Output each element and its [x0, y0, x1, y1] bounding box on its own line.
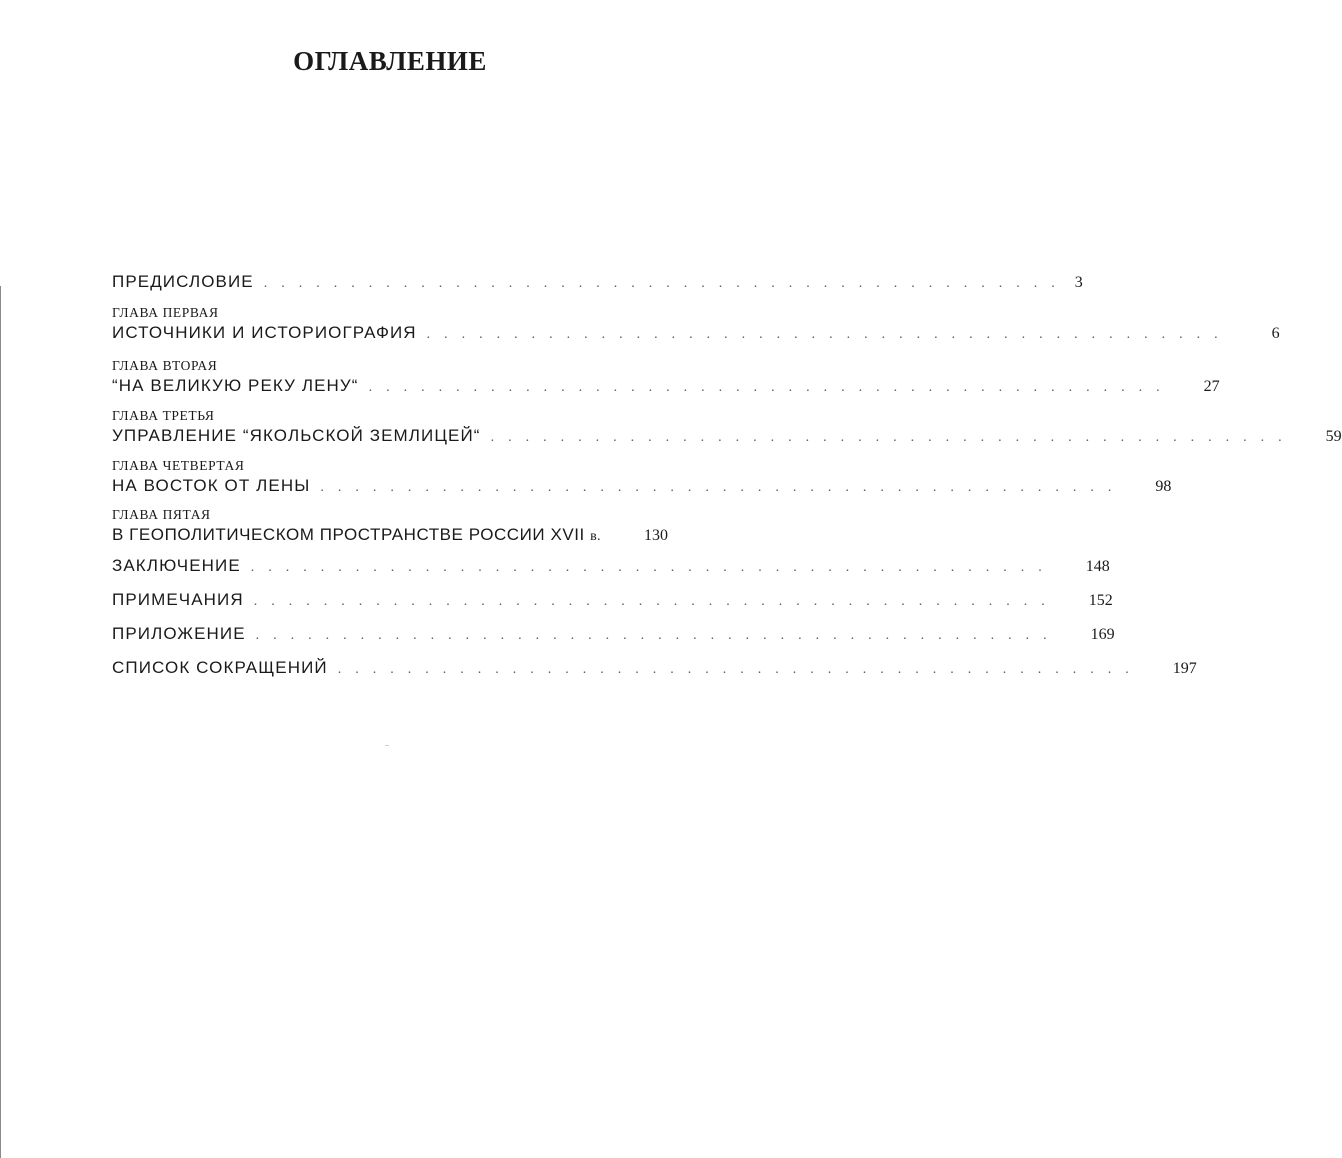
toc-entry-title: СПИСОК СОКРАЩЕНИЙ: [112, 658, 328, 677]
toc-entry-title: В ГЕОПОЛИТИЧЕСКОМ ПРОСТРАНСТВЕ РОССИИ XVII в.: [112, 525, 601, 544]
toc-entry-conclusion[interactable]: [112, 556, 1110, 580]
toc-entry-title: УПРАВЛЕНИЕ “ЯКОЛЬСКОЙ ЗЕМЛИЦЕЙ“: [112, 426, 481, 445]
toc-entry-title: “НА ВЕЛИКУЮ РЕКУ ЛЕНУ“: [112, 376, 359, 395]
toc-entry-chapter-2[interactable]: [112, 355, 1220, 400]
dot-leader: ..............................................: [320, 480, 1126, 495]
dot-leader: ..............................................: [255, 628, 1061, 643]
page-title: ОГЛАВЛЕНИЕ: [293, 46, 487, 76]
toc-entry-chapter-3[interactable]: [112, 405, 1342, 450]
dot-leader: ..............................................: [253, 594, 1059, 609]
toc-page-number: 169: [1090, 626, 1115, 643]
toc-entry-abbreviations[interactable]: [112, 658, 1197, 682]
toc-entry-title-suffix: в.: [590, 529, 601, 544]
toc-chapter-label: ГЛАВА ПЯТАЯ: [112, 507, 211, 522]
toc-page-number: 59: [1325, 428, 1342, 445]
toc-page-number: 3: [1074, 274, 1083, 291]
page-edge-line: [0, 286, 1, 1158]
toc-page-number: 27: [1203, 378, 1220, 395]
toc-page-number: 148: [1085, 558, 1110, 575]
toc-page-number: 197: [1172, 660, 1197, 677]
toc-page-number: 98: [1155, 478, 1172, 495]
toc-page-number: 6: [1271, 325, 1280, 342]
scan-mark: [385, 745, 389, 746]
toc-chapter-label: ГЛАВА ТРЕТЬЯ: [112, 408, 215, 423]
toc-entry-preface[interactable]: [112, 272, 1083, 296]
toc-chapter-label: ГЛАВА ЧЕТВЕРТАЯ: [112, 458, 245, 473]
toc-entry-notes[interactable]: [112, 590, 1113, 614]
toc-chapter-label: ГЛАВА ПЕРВАЯ: [112, 305, 219, 320]
toc-chapter-label: ГЛАВА ВТОРАЯ: [112, 358, 218, 373]
dot-leader: ..............................................: [263, 276, 1069, 291]
toc-entry-title: ПРИМЕЧАНИЯ: [112, 590, 244, 609]
toc-entry-appendix[interactable]: [112, 624, 1115, 648]
toc-entry-title: ЗАКЛЮЧЕНИЕ: [112, 556, 241, 575]
dot-leader: ..............................................: [337, 662, 1143, 677]
dot-leader: ..............................................: [368, 380, 1174, 395]
dot-leader: ..............................................: [490, 430, 1296, 445]
toc-page-number: 130: [644, 527, 668, 544]
dot-leader: ..............................................: [426, 327, 1232, 342]
toc-entry-title: ИСТОЧНИКИ И ИСТОРИОГРАФИЯ: [112, 323, 417, 342]
toc-page-number: 152: [1088, 592, 1113, 609]
toc-entry-title: ПРЕДИСЛОВИЕ: [112, 272, 254, 291]
dot-leader: ..............................................: [250, 560, 1056, 575]
toc-entry-title: ПРИЛОЖЕНИЕ: [112, 624, 246, 643]
toc-entry-title: НА ВОСТОК ОТ ЛЕНЫ: [112, 476, 311, 495]
toc-entry-chapter-4[interactable]: [112, 455, 1172, 500]
toc-entry-chapter-1[interactable]: [112, 302, 1280, 347]
toc-entry-chapter-5[interactable]: [112, 504, 668, 549]
